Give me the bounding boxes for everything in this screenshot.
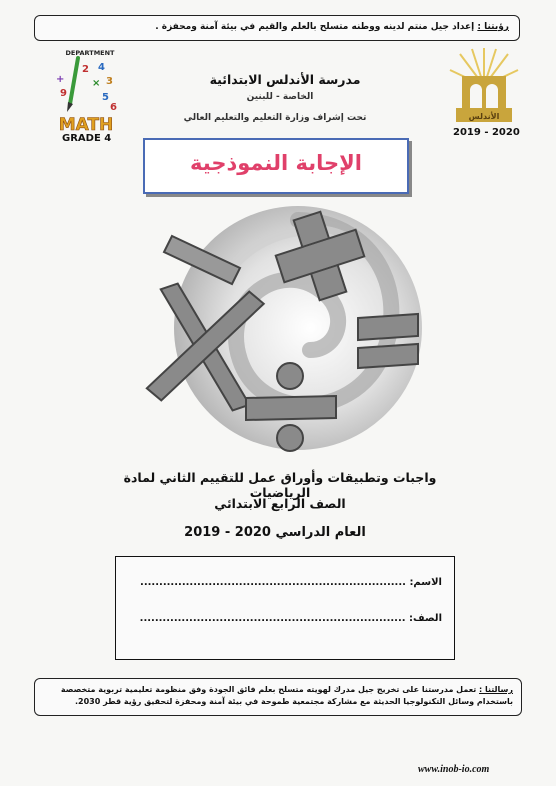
mission-text: تعمل مدرستنا على تخريج جيل مدرك لهويته متسلح بعلم فائق الجودة وفق منظومة تعليمية تربوية متخصصة باستخدام وسائل التكنولوجيا الحديثة مع مشاركة مجتمعية طموحة في بيئة آمنة ومحفزة لتحقيق رؤية قطر 2030. [60,685,513,706]
andalus-school-logo-icon [448,46,520,124]
vision-statement [155,22,509,32]
name-dots: ...................................................................... [140,577,406,588]
logo-school-word: الأندلس [468,112,500,121]
title-box [143,138,409,194]
page-title: الإجابة النموذجية [190,151,362,175]
svg-text:4: 4 [98,62,105,73]
svg-text:3: 3 [106,76,113,87]
grade-heading: الصف الرابع الابتدائي [214,496,346,511]
class-dots: ...................................................................... [139,613,406,624]
svg-text:2: 2 [82,64,89,75]
logo-department-text: DEPARTMENT [65,49,115,57]
svg-text:+: + [56,74,65,85]
student-info-box [115,556,455,660]
school-year-heading: العام الدراسي 2020 - 2019 [184,525,366,540]
vision-box [34,15,520,41]
school-subtitle: الخاصة - للبنين [246,92,314,102]
ministry-line: تحت إشراف وزارة التعليم والتعليم العالي [183,113,367,123]
academic-year-label: 2019 - 2020 [453,127,520,138]
mission-box [34,678,522,716]
class-field[interactable] [140,613,442,624]
math-department-logo-icon [48,44,124,134]
svg-text:×: × [92,78,101,89]
name-field[interactable] [140,577,442,588]
class-label: الصف: [409,613,442,624]
mission-label: رسالتنا : [479,685,513,694]
website-watermark: www.inob-io.com [418,764,490,775]
name-label: الاسم: [409,577,442,588]
school-name: مدرسة الأندلس الابتدائية [209,72,361,87]
vision-text: إعداد جيل منتم لدينه ووطنه متسلح بالعلم والقيم في بيئة آمنة ومحفزة . [155,22,478,32]
logo-math-word: MATH [58,115,114,134]
svg-text:6: 6 [110,102,117,113]
assignment-heading: واجبات وتطبيقات وأوراق عمل للتقييم الثاني لمادة الرياضيات [123,470,437,500]
svg-text:9: 9 [60,88,67,99]
mission-statement [43,684,513,708]
grade-label: GRADE 4 [62,133,112,144]
math-operations-icon [140,200,430,462]
svg-text:5: 5 [102,92,109,103]
vision-label: رؤيتنا : [477,22,509,32]
